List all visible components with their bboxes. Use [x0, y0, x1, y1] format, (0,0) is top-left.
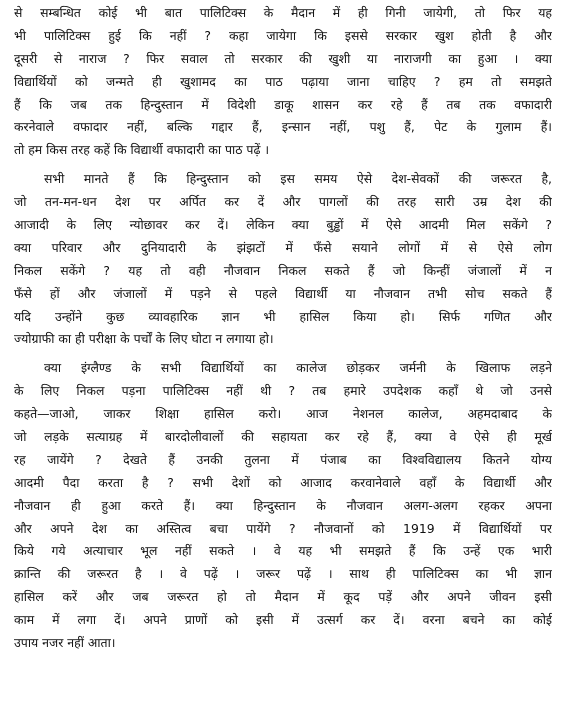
paragraph-2 [14, 168, 552, 351]
text-line: हासिल करें और जब जरूरत हो तो मैदान में कूद पड़ें और अपने जीवन इसी [14, 589, 552, 605]
text-line: कहते—जाओ, जाकर शिक्षा हासिल करो। आज नेशनल कालेज, अहमदाबाद के [14, 406, 552, 422]
text-line: आदमी पैदा करता है ? सभी देशों को आजाद करवानेवाले वहाँ के विद्यार्थी और [14, 474, 552, 490]
text-line: रह जायेंगे ? देखते हैं उनकी तुलना में पंजाब का विश्वविद्यालय कितने योग्य [14, 451, 552, 467]
text-line: निकल सकेंगे ? यह तो वही नौजवान निकल सकते हैं जो किन्हीं जंजालों में न [14, 262, 552, 278]
text-line: से सम्बन्धित कोई भी बात पालिटिक्स के मैदान में ही गिनी जायेगी, तो फिर यह [14, 5, 552, 20]
text-line: जो लड़के सत्याग्रह में बारदोलीवालों की सहायता कर रहे हैं, क्या वे ऐसे ही मूर्ख [14, 429, 552, 445]
text-line: ज्योग्राफी का ही परीक्षा के पर्चों के लिए घोटा न लगाया हो। [14, 331, 274, 347]
text-line: भी पालिटिक्स हुई कि नहीं ? कहा जायेगा कि इससे सरकार खुश होती है और [14, 27, 552, 43]
text-line: काम में लगा दें। अपने प्राणों को इसी में उत्सर्ग कर दें। वरना बचने का कोई [14, 612, 552, 628]
paragraph-1 [14, 2, 552, 162]
text-line: करनेवाले वफादार नहीं, बल्कि गद्दार हैं, इन्सान नहीं, पशु हैं, पेट के गुलाम हैं। [14, 119, 552, 135]
text-line: क्या इंग्लैण्ड के सभी विद्यार्थियों का कालेज छोड़कर जर्मनी के खिलाफ लड़ने [44, 360, 552, 376]
text-line: हैं कि जब तक हिन्दुस्तान में विदेशी डाकू शासन कर रहे हैं तब तक वफादारी [14, 96, 552, 112]
text-line: जो तन-मन-धन देश पर अर्पित कर दें और पागलों की तरह सारी उम्र देश की [14, 194, 552, 210]
text-line: किये गये अत्याचार भूल नहीं सकते । वे यह भी समझते हैं कि उन्हें एक भारी [14, 543, 552, 559]
text-line: दूसरी से नाराज ? फिर सवाल तो सरकार की खुशी या नाराजगी का हुआ । क्या [14, 50, 552, 66]
text-line: यदि उन्होंने कुछ व्यावहारिक ज्ञान भी हासिल किया हो। सिर्फ गणित और [14, 308, 552, 324]
text-line: के लिए निकल पड़ना पालिटिक्स नहीं थी ? तब हमारे उपदेशक कहाँ थे जो उनसे [14, 383, 552, 399]
text-line: नौजवान ही हुआ करते हैं। क्या हिन्दुस्तान के नौजवान अलग-अलग रहकर अपना [14, 497, 552, 513]
text-line: विद्यार्थियों को जन्मते ही खुशामद का पाठ पढ़ाया जाना चाहिए ? हम तो समझते [14, 73, 552, 89]
text-line: और अपने देश का अस्तित्व बचा पायेंगे ? नौजवानों को 1919 में विद्यार्थियों पर [14, 520, 552, 536]
text-line: क्रान्ति की जरूरत है । वे पढ़ें । जरूर पढ़ें । साथ ही पालिटिक्स का भी ज्ञान [14, 566, 552, 582]
text-line: तो हम किस तरह कहें कि विद्यार्थी वफादारी का पाठ पढ़ें । [14, 142, 270, 158]
text-line: उपाय नजर नहीं आता। [14, 635, 116, 651]
paragraph-3 [14, 357, 552, 655]
text-line: सभी मानते हैं कि हिन्दुस्तान को इस समय ऐसे देश-सेवकों की जरूरत है, [44, 171, 552, 187]
text-line: फँसे हों और जंजालों में पड़ने से पहले विद्यार्थी या नौजवान तभी सोच सकते हैं [14, 285, 552, 301]
text-line: आजादी के लिए न्योछावर कर दें। लेकिन क्या बुड्ढों में ऐसे आदमी मिल सकेंगे ? [14, 217, 552, 233]
text-line: क्या परिवार और दुनियादारी के झंझटों में फँसे सयाने लोगों में से ऐसे लोग [14, 239, 552, 255]
